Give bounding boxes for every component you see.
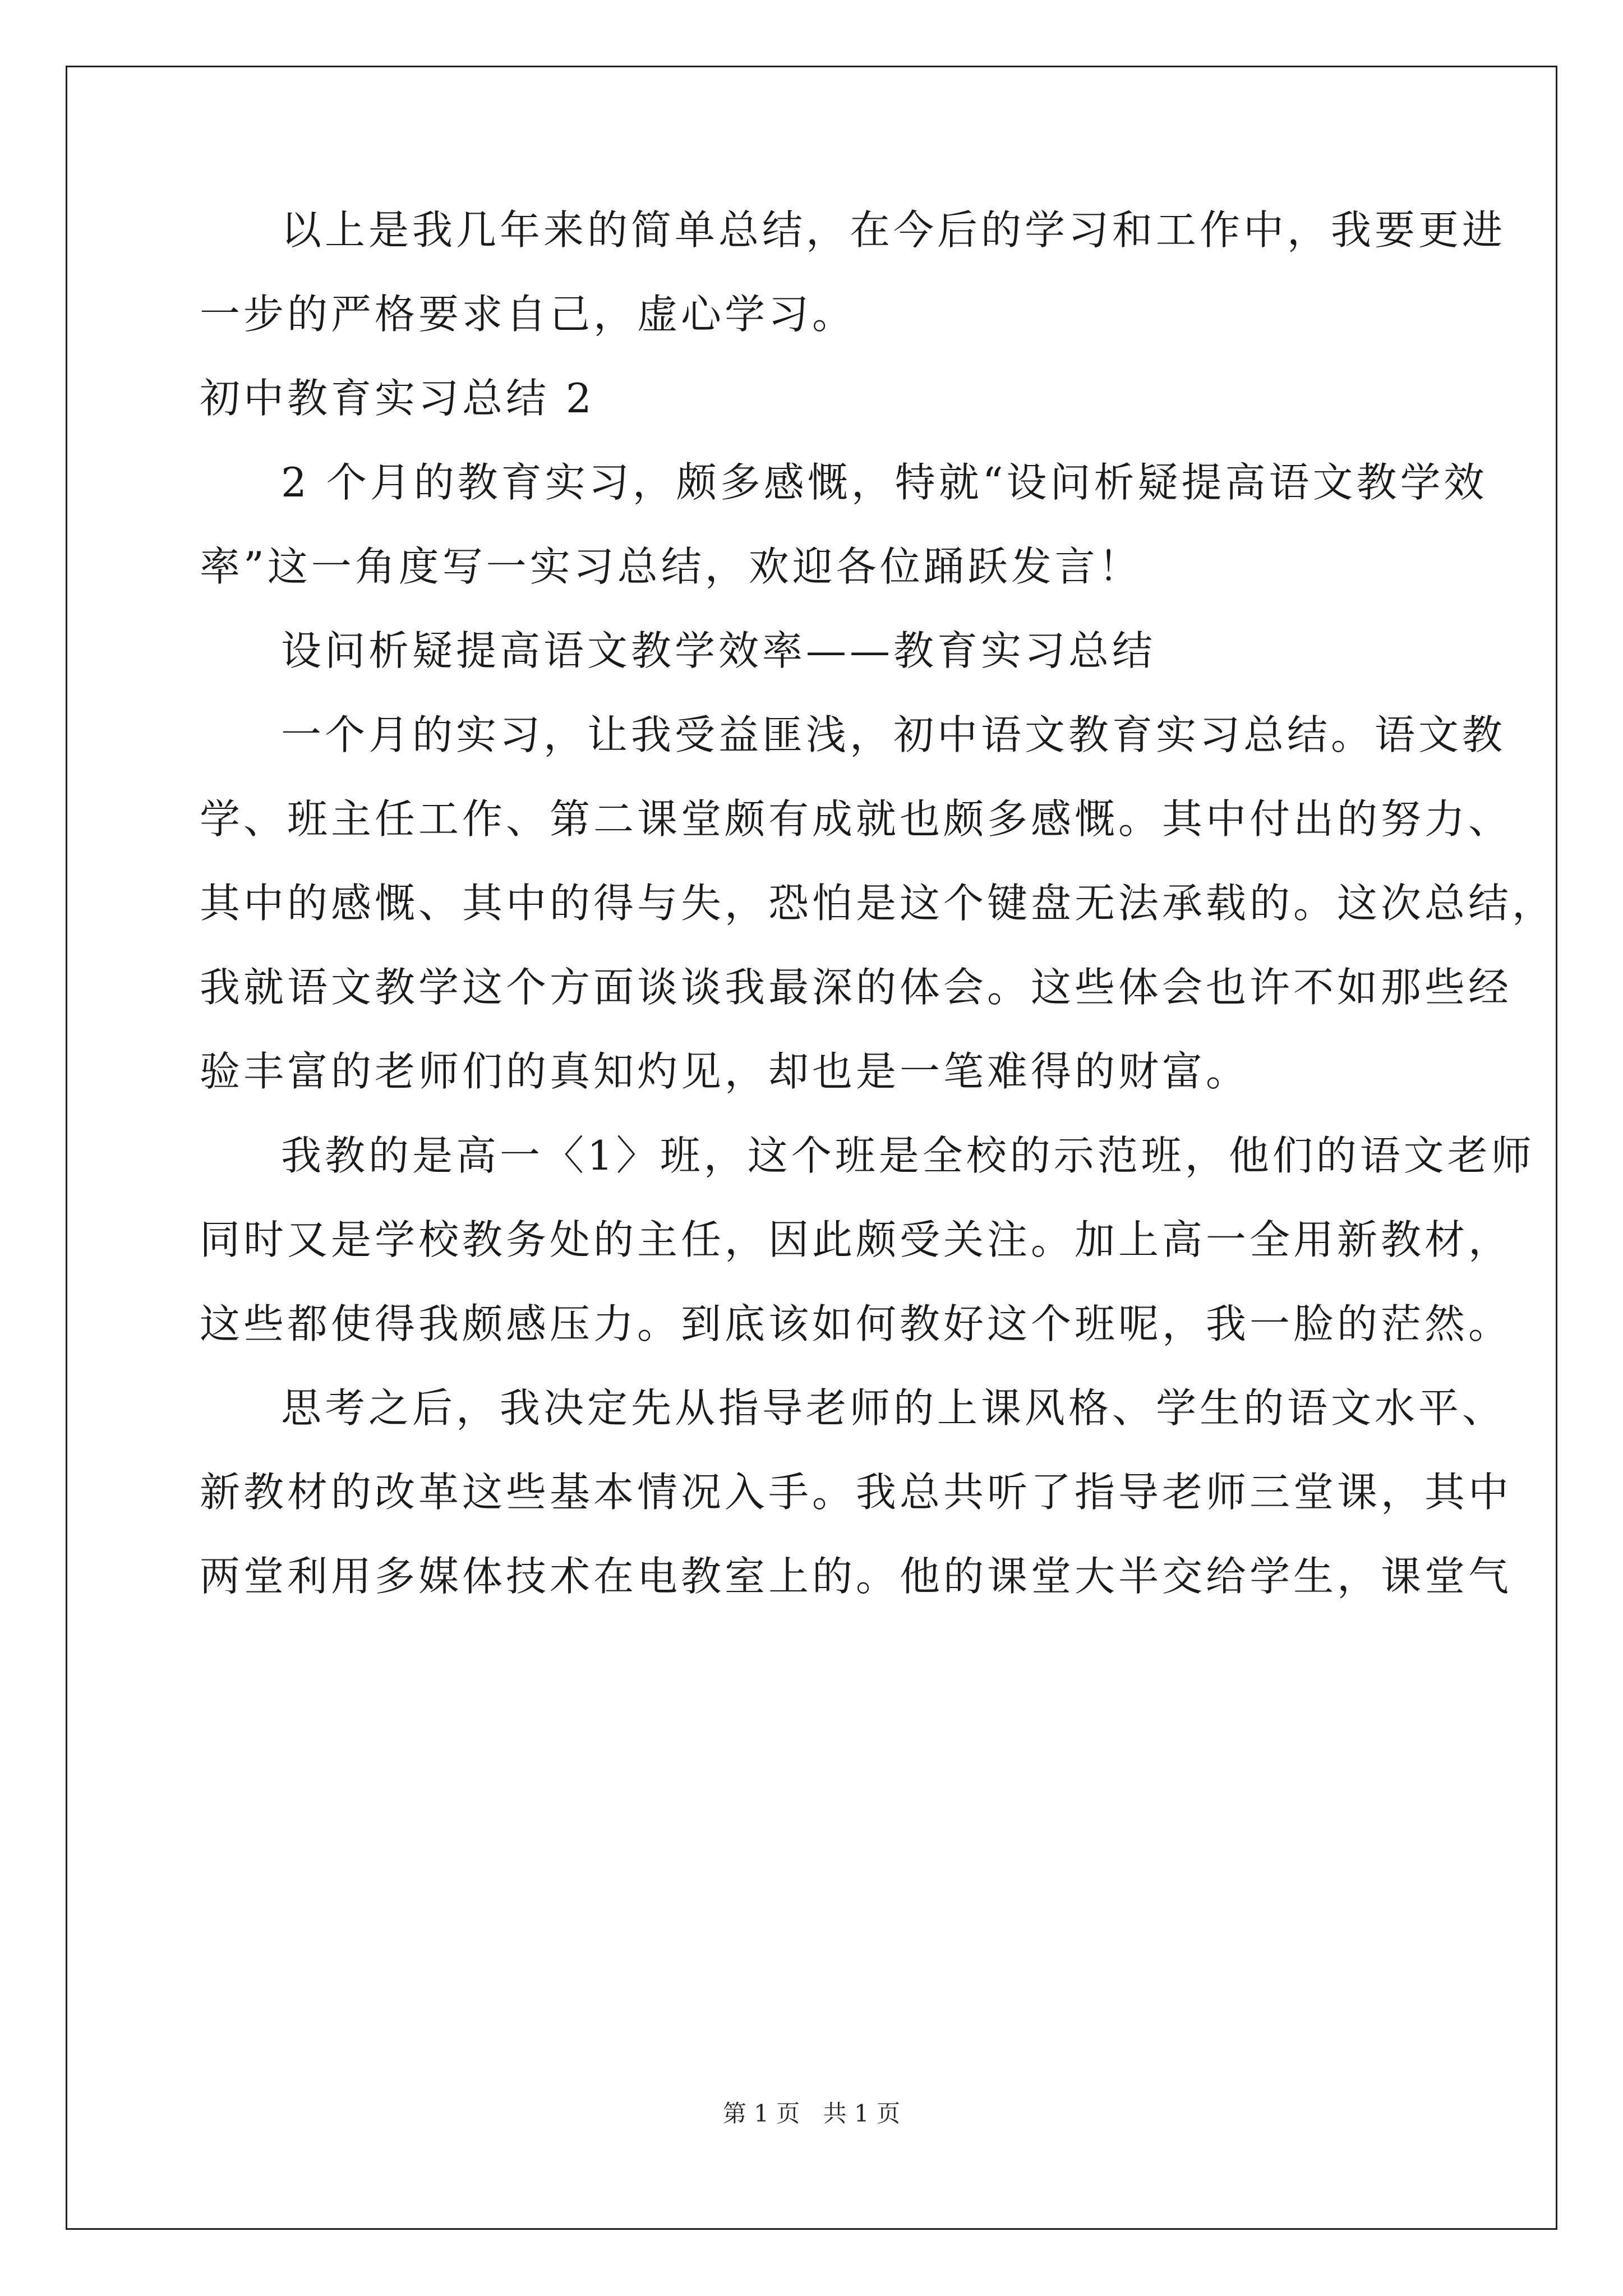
paragraph-line: 思考之后，我决定先从指导老师的上课风格、学生的语文水平、 [281,1384,1506,1432]
paragraph-line: 同时又是学校教务处的主任，因此颇受关注。加上高一全用新教材， [200,1216,1513,1263]
paragraph-line: 率”这一角度写一实习总结，欢迎各位踊跃发言！ [200,543,1142,590]
paragraph-line: 这些都使得我颇感压力。到底该如何教好这个班呢，我一脸的茫然。 [200,1300,1513,1347]
paragraph-line: 学、班主任工作、第二课堂颇有成就也颇多感慨。其中付出的努力、 [200,795,1513,843]
page-number: 第 1 页 [722,2100,800,2127]
paragraph-line: 2 个月的教育实习，颇多感慨，特就“设问析疑提高语文教学效 [281,459,1488,506]
paragraph-line: 一步的严格要求自己，虚心学习。 [200,291,856,338]
paragraph-line: 两堂利用多媒体技术在电教室上的。他的课堂大半交给学生，课堂气 [200,1553,1513,1600]
paragraph-line: 以上是我几年来的简单总结，在今后的学习和工作中，我要更进 [281,206,1506,254]
page-total: 共 1 页 [823,2100,901,2127]
paragraph-line: 其中的感慨、其中的得与失，恐怕是这个键盘无法承载的。这次总结， [200,880,1556,927]
page-footer [0,2097,1623,2131]
section-heading: 初中教育实习总结 2 [200,375,595,422]
paragraph-line: 验丰富的老师们的真知灼见，却也是一笔难得的财富。 [200,1048,1250,1095]
paragraph-line: 我教的是高一〈1〉班，这个班是全校的示范班，他们的语文老师 [281,1132,1535,1179]
article-subtitle: 设问析疑提高语文教学效率——教育实习总结 [281,627,1156,674]
paragraph-line: 我就语文教学这个方面谈谈我最深的体会。这些体会也许不如那些经 [200,964,1513,1011]
paragraph-line: 新教材的改革这些基本情况入手。我总共听了指导老师三堂课，其中 [200,1469,1513,1516]
paragraph-line: 一个月的实习，让我受益匪浅，初中语文教育实习总结。语文教 [281,711,1506,758]
